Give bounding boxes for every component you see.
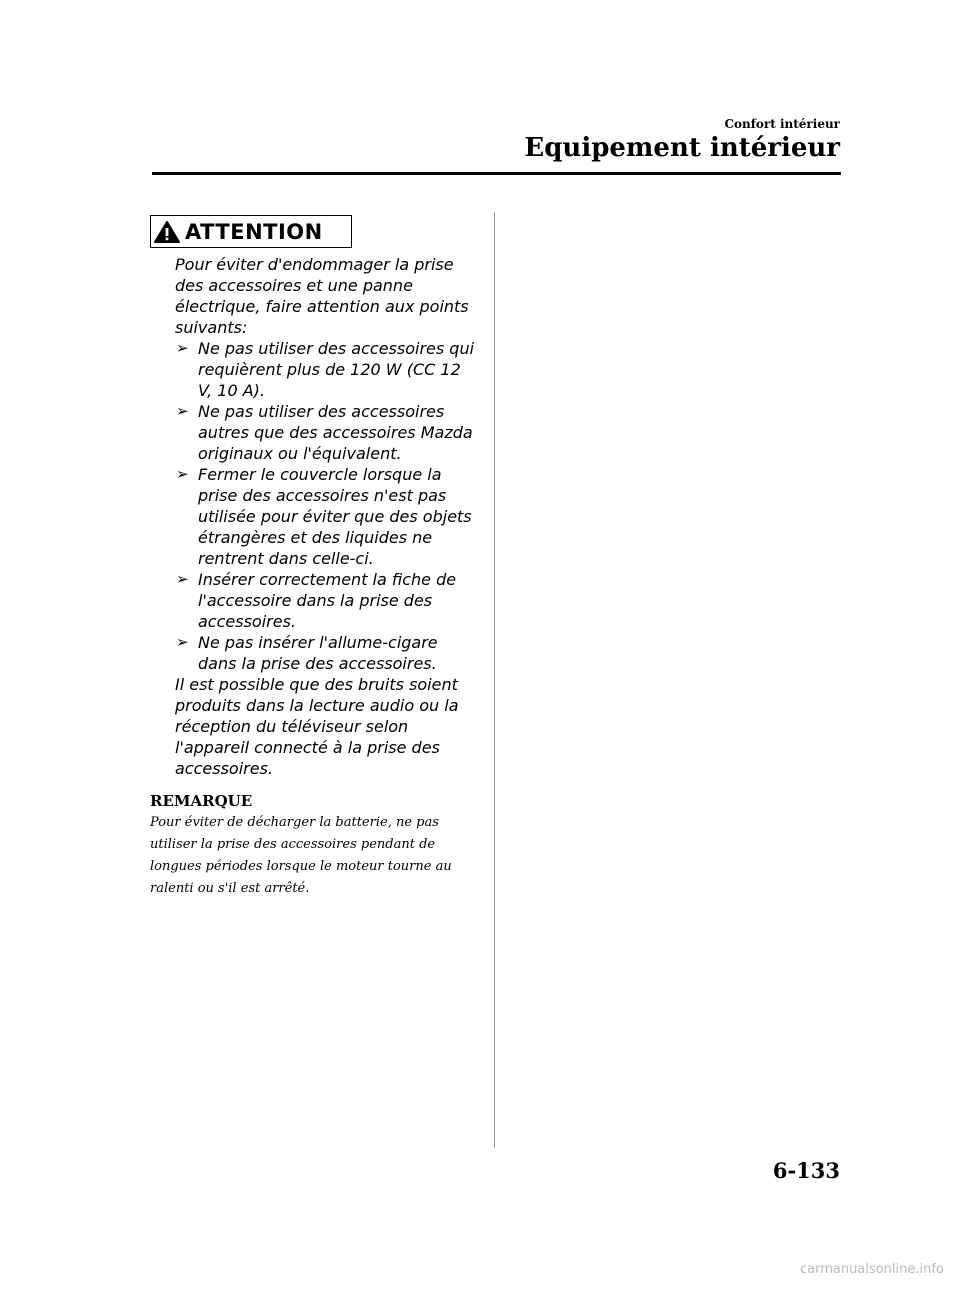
attention-bullet: ➢ Ne pas utiliser des accessoires autres que des accessoires Mazda originaux ou l'équivalent. [176, 402, 473, 463]
attention-bullet: ➢ Fermer le couvercle lorsque la prise des accessoires n'est pas utilisée pour éviter que des objets étrangères et des liquides ne rentrent dans celle-ci. [176, 465, 472, 568]
attention-bullet: ➢ Ne pas insérer l'allume-cigare dans la prise des accessoires. [176, 633, 438, 673]
attention-heading-box [150, 215, 352, 248]
attention-outro: Il est possible que des bruits soient produits dans la lecture audio ou la réception du téléviseur selon l'appareil connecté à la prise des accessoires. [175, 675, 459, 778]
attention-intro: Pour éviter d'endommager la prise des accessoires et une panne électrique, faire attention aux points suivants: [175, 255, 469, 337]
bullet-arrow-icon: ➢ [176, 339, 189, 357]
header-rule [152, 172, 841, 175]
bullet-arrow-icon: ➢ [176, 465, 189, 483]
bullet-arrow-icon: ➢ [176, 570, 189, 588]
attention-bullet: ➢ Ne pas utiliser des accessoires qui requièrent plus de 120 W (CC 12 V, 10 A). [176, 339, 475, 400]
column-divider [494, 212, 495, 1148]
attention-title: ATTENTION [185, 219, 323, 244]
warning-triangle-icon [153, 220, 181, 244]
remark-section [150, 790, 470, 900]
remark-text: Pour éviter de décharger la batterie, ne pas utiliser la prise des accessoires pendant de longues périodes lorsque le moteur tourne au ralenti ou s'il est arrêté. [150, 815, 452, 896]
bullet-arrow-icon: ➢ [176, 633, 189, 651]
attention-bullet: ➢ Insérer correctement la fiche de l'accessoire dans la prise des accessoires. [176, 570, 457, 631]
bullet-arrow-icon: ➢ [176, 402, 189, 420]
attention-bullet-list [175, 338, 480, 674]
header-chapter-title: Equipement intérieur [524, 133, 840, 163]
remark-title: REMARQUE [150, 792, 253, 810]
page-number: 6-133 [772, 1158, 840, 1183]
attention-body [175, 254, 480, 779]
header-section-title: Confort intérieur [724, 117, 840, 131]
watermark-text: carmanualsonline.info [800, 1262, 944, 1277]
